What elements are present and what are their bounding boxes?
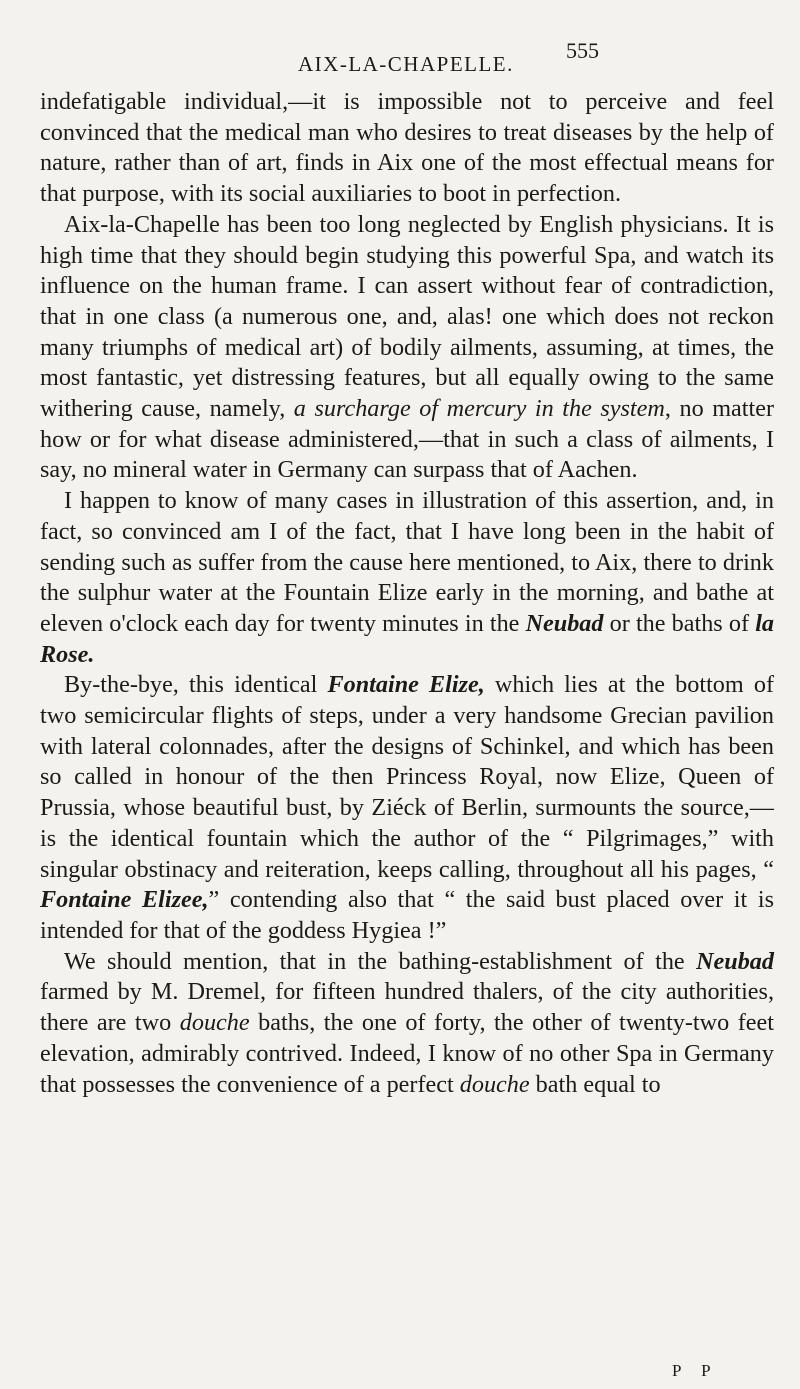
paragraph-3-text-a: I happen to know of many cases in illustration of this assertion, and, in fact, so convinced am I of the fact, that I have long been in the habit of sending such as suffer from the cause here mentioned, to Aix, there to drink the sulphur water at the Fountain Elize early in the morning, and bathe at eleven o'clock each day for twenty minutes in the — [40, 487, 774, 637]
paragraph-4-fontaine-elize: Fontaine Elize, — [327, 671, 485, 699]
paragraph-5-text-d: bath equal to — [529, 1070, 661, 1098]
paragraph-4 — [40, 670, 774, 946]
paragraph-4-text-b: which lies at the bottom of two semicircular flights of steps, under a very handsome Grecian pavilion with lateral colonnades, after the designs of Schinkel, and which has been so called in honour of the then Princess Royal, now Elize, Queen of Prussia, whose beautiful bust, by Ziéck of Berlin, surmounts the source,—is the identical fountain which the author of the “ Pilgrimages,” with singular obstinacy and reiteration, keeps calling, throughout all his pages, “ — [40, 671, 775, 883]
paragraph-3-text-b: or the baths of — [603, 609, 756, 637]
paragraph-3 — [40, 486, 774, 670]
paragraph-5-douche-1: douche — [179, 1009, 250, 1037]
paragraph-5-douche-2: douche — [459, 1070, 530, 1098]
signature-mark: P P — [672, 1361, 719, 1380]
paragraph-5 — [40, 947, 774, 1101]
paragraph-2 — [40, 210, 774, 486]
paragraph-1-text: indefatigable individual,—it is impossible not to perceive and feel convinced that the medical man who desires to treat diseases by the help of nature, rather than of art, finds in Aix one of the most effectual means for that purpose, with its social auxiliaries to boot in perfection. — [40, 88, 774, 208]
paragraph-2-text-b: , no matter how or for what disease administered,—that in such a class of ailments, I say, no mineral water in Germany can surpass that of Aachen. — [40, 395, 774, 484]
body-text — [40, 87, 774, 1100]
paragraph-2-text-a: Aix-la-Chapelle has been too long neglected by English physicians. It is high time that they should begin studying this powerful Spa, and watch its influence on the human frame. I can assert without fear of contradiction, that in one class (a numerous one, and, alas! one which does not reckon many triumphs of medical art) of bodily ailments, assuming, at times, the most fantastic, yet distressing features, but all equally owing to the same withering cause, namely, — [40, 210, 774, 423]
page-number: 555 — [566, 38, 599, 63]
paragraph-5-text-b: farmed by M. Dremel, for fifteen hundred thalers, of the city authorities, there are two — [40, 978, 774, 1037]
paragraph-4-text-a: By-the-bye, this identical — [64, 671, 328, 699]
paragraph-4-text-c: ” contending also that “ the said bust placed over it is intended for that of the goddess Hygiea !” — [40, 886, 774, 944]
paragraph-5-neubad: Neubad — [696, 947, 774, 975]
paragraph-5-text-a: We should mention, that in the bathing-establishment of the — [64, 947, 697, 975]
paragraph-4-fontaine-elizee: Fontaine Elizee, — [40, 886, 209, 914]
paragraph-5-text-c: baths, the one of forty, the other of twenty-two feet elevation, admirably contrived. Indeed, I know of no other Spa in Germany that possesses the convenience of a perfect — [40, 1009, 774, 1098]
paragraph-3-neubad: Neubad — [525, 609, 604, 637]
paragraph-3-la-rose: la Rose. — [40, 609, 775, 668]
paragraph-2-italic: a surcharge of mercury in the system — [293, 395, 665, 423]
paragraph-1 — [40, 87, 774, 210]
page-header — [0, 38, 800, 76]
running-title: AIX-LA-CHAPELLE. — [298, 52, 514, 76]
